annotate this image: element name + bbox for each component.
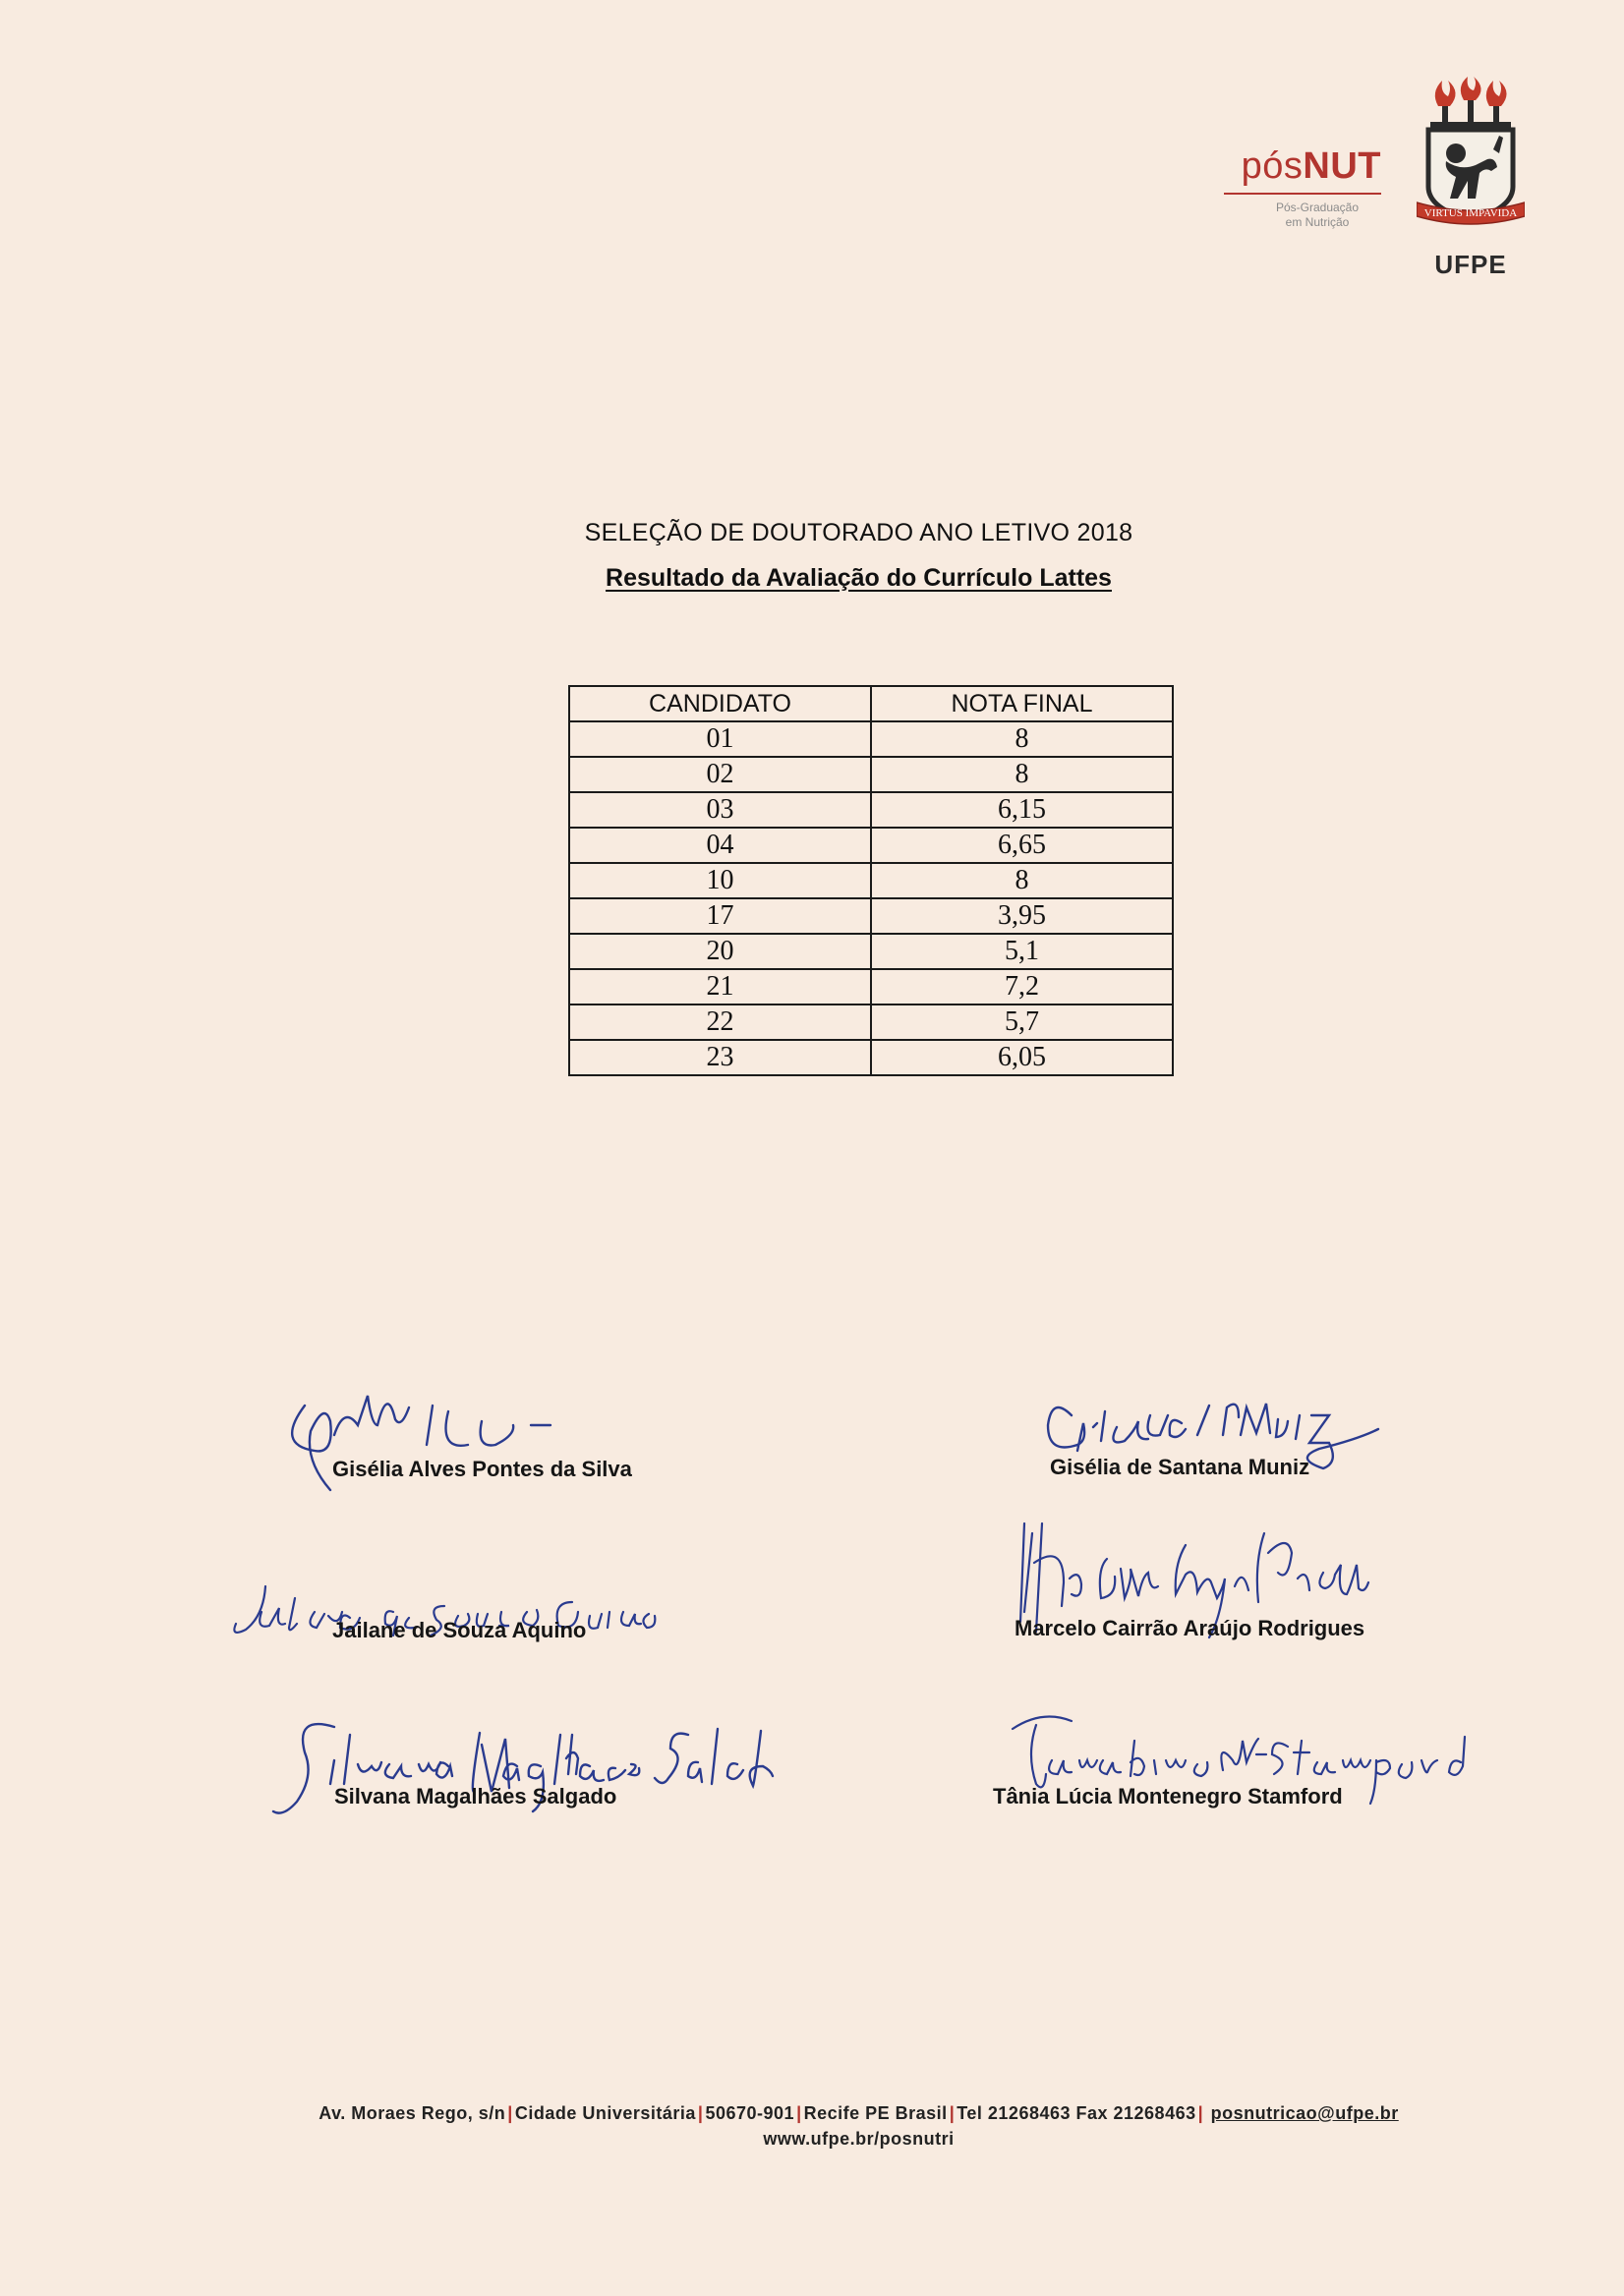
final-score: 8 — [871, 721, 1173, 757]
final-score: 6,65 — [871, 828, 1173, 863]
footer-separator: | — [796, 2103, 802, 2123]
candidate-number: 21 — [569, 969, 871, 1004]
table-row — [569, 863, 1173, 898]
footer-website-link[interactable]: www.ufpe.br/posnutri — [763, 2129, 955, 2149]
table-row — [569, 898, 1173, 934]
footer-separator: | — [697, 2103, 704, 2123]
final-score: 5,7 — [871, 1004, 1173, 1040]
column-header-candidato: CANDIDATO — [569, 686, 871, 721]
posnut-brand-nut: NUT — [1303, 145, 1381, 187]
footer-city: Recife PE Brasil — [803, 2103, 948, 2123]
footer-separator: | — [949, 2103, 956, 2123]
final-score: 3,95 — [871, 898, 1173, 934]
table-row — [569, 792, 1173, 828]
candidate-number: 23 — [569, 1040, 871, 1075]
column-header-nota-final: NOTA FINAL — [871, 686, 1173, 721]
footer-separator: | — [1197, 2103, 1204, 2123]
signatory-name: Jailane de Souza Aquino — [332, 1618, 587, 1642]
ufpe-crest-icon — [1417, 77, 1525, 244]
posnut-logo — [1224, 147, 1381, 230]
table-row — [569, 1004, 1173, 1040]
candidate-number: 02 — [569, 757, 871, 792]
handwritten-signature — [275, 1705, 865, 1833]
final-score: 6,05 — [871, 1040, 1173, 1075]
page-subtitle: Resultado da Avaliação do Currículo Lattes — [606, 564, 1112, 592]
footer-email-link[interactable]: posnutricao@ufpe.br — [1210, 2103, 1399, 2123]
candidate-number: 17 — [569, 898, 871, 934]
posnut-rule — [1224, 193, 1381, 195]
table-header-row — [569, 686, 1173, 721]
posnut-subtitle-line1: Pós-Graduação — [1275, 201, 1360, 214]
table-row — [569, 828, 1173, 863]
table-row — [569, 934, 1173, 969]
footer-campus: Cidade Universitária — [514, 2103, 696, 2123]
signatory-name: Tânia Lúcia Montenegro Stamford — [993, 1784, 1343, 1808]
results-table — [568, 685, 1174, 1076]
candidate-number: 20 — [569, 934, 871, 969]
footer-cep: 50670-901 — [705, 2103, 795, 2123]
candidate-number: 03 — [569, 792, 871, 828]
candidate-number: 01 — [569, 721, 871, 757]
candidate-number: 10 — [569, 863, 871, 898]
candidate-number: 22 — [569, 1004, 871, 1040]
final-score: 8 — [871, 863, 1173, 898]
ufpe-motto: VIRTUS IMPAVIDA — [1423, 207, 1518, 219]
posnut-subtitle-line2: em Nutrição — [1285, 215, 1350, 229]
table-row — [569, 721, 1173, 757]
signatory-name: Marcelo Cairrão Araújo Rodrigues — [1015, 1616, 1365, 1640]
signatory-name: Gisélia de Santana Muniz — [1050, 1455, 1310, 1479]
page-title: SELEÇÃO DE DOUTORADO ANO LETIVO 2018 — [584, 519, 1133, 546]
footer-contact — [0, 2103, 1624, 2124]
final-score: 7,2 — [871, 969, 1173, 1004]
footer-address: Av. Moraes Rego, s/n — [319, 2103, 506, 2123]
footer-phone: Tel 21268463 Fax 21268463 — [957, 2103, 1196, 2123]
final-score: 5,1 — [871, 934, 1173, 969]
table-row — [569, 757, 1173, 792]
signatory-name: Silvana Magalhães Salgado — [334, 1784, 617, 1808]
footer-separator: | — [507, 2103, 513, 2123]
final-score: 6,15 — [871, 792, 1173, 828]
candidate-number: 04 — [569, 828, 871, 863]
ufpe-logo — [1412, 77, 1530, 280]
signatory-name: Gisélia Alves Pontes da Silva — [332, 1457, 632, 1481]
ufpe-label: UFPE — [1434, 250, 1507, 279]
posnut-brand-pos: pós — [1241, 145, 1304, 187]
final-score: 8 — [871, 757, 1173, 792]
posnut-subtitle — [1224, 201, 1381, 230]
table-row — [569, 1040, 1173, 1075]
posnut-brand — [1224, 147, 1381, 185]
table-row — [569, 969, 1173, 1004]
